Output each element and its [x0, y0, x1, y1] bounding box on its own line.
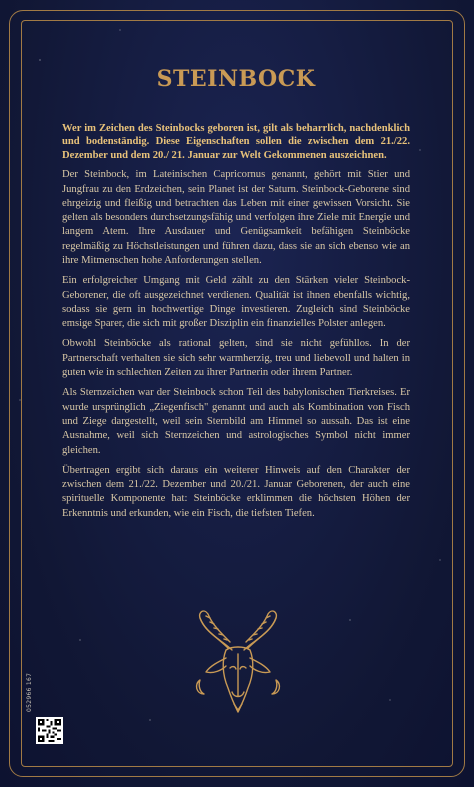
qr-code	[36, 717, 63, 744]
card-content	[62, 66, 410, 527]
body-paragraph-2: Ein erfolgreicher Umgang mit Geld zählt zu den Stärken vieler Steinbock-Geborener, die oft ausgezeichnet verdienen. Qualität ist ihnen ebenfalls wichtig, sodass sie gern in hochwertige Dinge investieren. Zugleich sind Steinböcke emsige Sparer, die sich mit großer Disziplin ein finanzielles Polster anlegen.	[62, 275, 410, 330]
body-paragraph-4: Als Sternzeichen war der Steinbock schon Teil des babylonischen Tierkreises. Er wurde ursprünglich „Ziegenfisch" genannt und auch als Kombination von Fisch und Ziege dargestellt, weil sein Sternbild am Himmel so aussah. Das ist eine Ausnahme, weil sich Sternzeichen und astrologisches Symbol nicht immer gleichen.	[62, 387, 410, 456]
body-paragraph-1: Der Steinbock, im Lateinischen Capricornus genannt, gehört mit Stier und Jungfrau zu den Erdzeichen, sein Planet ist der Saturn. Steinbock-Geborene sind ehrgeizig und fleißig und betrachten das Leben mit einer gewissen Vorsicht. Sie gelten als besonders durchsetzungsfähig und verfolgen ihre Ziele mit Energie und langem Atem. Ihre Ausdauer und Genügsamkeit befähigen Steinböcke regelmäßig zu Höchstleistungen und führen dazu, dass sie an sich ebenso wie an ihre Mitmenschen hohe Anforderungen stellen.	[62, 169, 410, 266]
body-paragraph-3: Obwohl Steinböcke als rational gelten, sind sie nicht gefühllos. In der Partnerschaft verhalten sie sich sehr warmherzig, treu und liebevoll und halten in guten wie in schlechten Zeiten zu ihrer Partnerin oder ihrem Partner.	[62, 338, 410, 379]
body-paragraph-5: Übertragen ergibt sich daraus ein weiterer Hinweis auf den Charakter der zwischen dem 21./22. Dezember und 20./21. Januar Geborenen, der auch eine spirituelle Komponente hat: Steinböcke erklimmen die höchsten Höhen der Erkenntnis und erkunden, wie ein Fisch, die tiefsten Tiefen.	[62, 464, 410, 519]
intro-paragraph: Wer im Zeichen des Steinbocks geboren ist, gilt als beharrlich, nachdenklich und bodenständig. Diese Eigenschaften sollen die zwischen dem 21./22. Dezember und dem 20./ 21. Januar zur Welt Gekommenen auszeichnen.	[62, 123, 410, 161]
capricorn-ibex-icon	[192, 604, 284, 718]
product-code: 052966 167	[26, 672, 33, 712]
page-title: STEINBOCK	[156, 66, 316, 92]
